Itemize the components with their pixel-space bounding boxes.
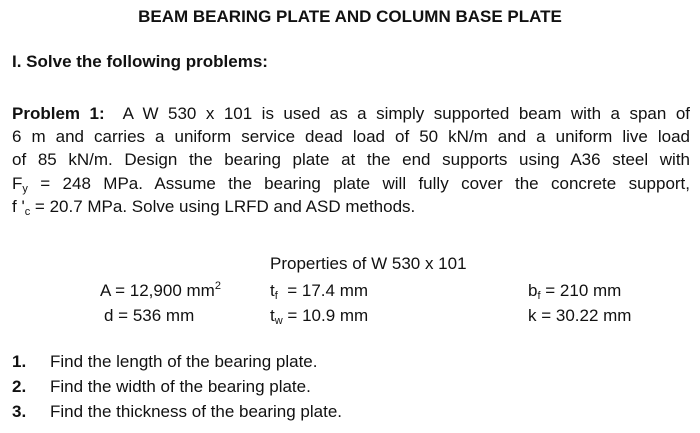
area-exponent: 2 — [214, 280, 221, 292]
properties-heading: Properties of W 530 x 101 — [270, 254, 467, 273]
bf-value: = 210 mm — [545, 281, 622, 300]
task-number: 2. — [12, 377, 27, 396]
problem-text-1: A W 530 x 101 is used as a simply supported beam with a span of — [122, 104, 690, 123]
problem-statement — [12, 102, 690, 218]
fy-text: = 248 MPa. Assume the bearing plate will fully cover the concrete support, — [27, 173, 690, 193]
tf-symbol: t — [270, 281, 275, 300]
bf-symbol: b — [528, 281, 538, 300]
problem-line-4 — [12, 172, 690, 195]
problem-label: Problem 1: — [12, 104, 105, 123]
tw-value: = 10.9 mm — [287, 306, 369, 325]
task-number: 3. — [12, 402, 27, 421]
fy-subscript: y — [22, 182, 28, 195]
task-number: 1. — [12, 352, 27, 371]
tw-symbol: t — [270, 306, 275, 325]
problem-line-3: of 85 kN/m. Design the bearing plate at the end supports using A36 steel with — [12, 150, 690, 170]
fy-symbol: F — [12, 173, 23, 193]
property-web-thickness — [270, 306, 368, 326]
fc-subscript: c — [24, 205, 31, 218]
area-text: A = 12,900 mm — [100, 281, 215, 300]
task-text: Find the width of the bearing plate. — [50, 377, 311, 396]
list-item — [12, 352, 342, 377]
problem-line-1 — [12, 102, 690, 125]
tf-subscript: f — [274, 290, 278, 302]
problem-line-5 — [12, 195, 690, 218]
list-item — [12, 402, 342, 427]
property-area — [100, 281, 221, 301]
tw-subscript: w — [274, 315, 283, 327]
tf-value: = 17.4 mm — [287, 281, 369, 300]
property-depth: d = 536 mm — [104, 306, 195, 325]
property-flange-width — [528, 281, 621, 301]
section-heading: I. Solve the following problems: — [12, 52, 268, 71]
task-text: Find the length of the bearing plate. — [50, 352, 318, 371]
document-title: BEAM BEARING PLATE AND COLUMN BASE PLATE — [138, 7, 562, 26]
task-text: Find the thickness of the bearing plate. — [50, 402, 343, 421]
fc-text: = 20.7 MPa. Solve using LRFD and ASD methods. — [30, 196, 416, 216]
property-k: k = 30.22 mm — [528, 306, 632, 325]
task-list — [12, 352, 342, 427]
fc-symbol: f ' — [12, 196, 25, 216]
bf-subscript: f — [537, 290, 541, 302]
list-item — [12, 377, 342, 402]
property-flange-thickness — [270, 281, 368, 301]
problem-line-2: 6 m and carries a uniform service dead load of 50 kN/m and a uniform live load — [12, 127, 690, 147]
